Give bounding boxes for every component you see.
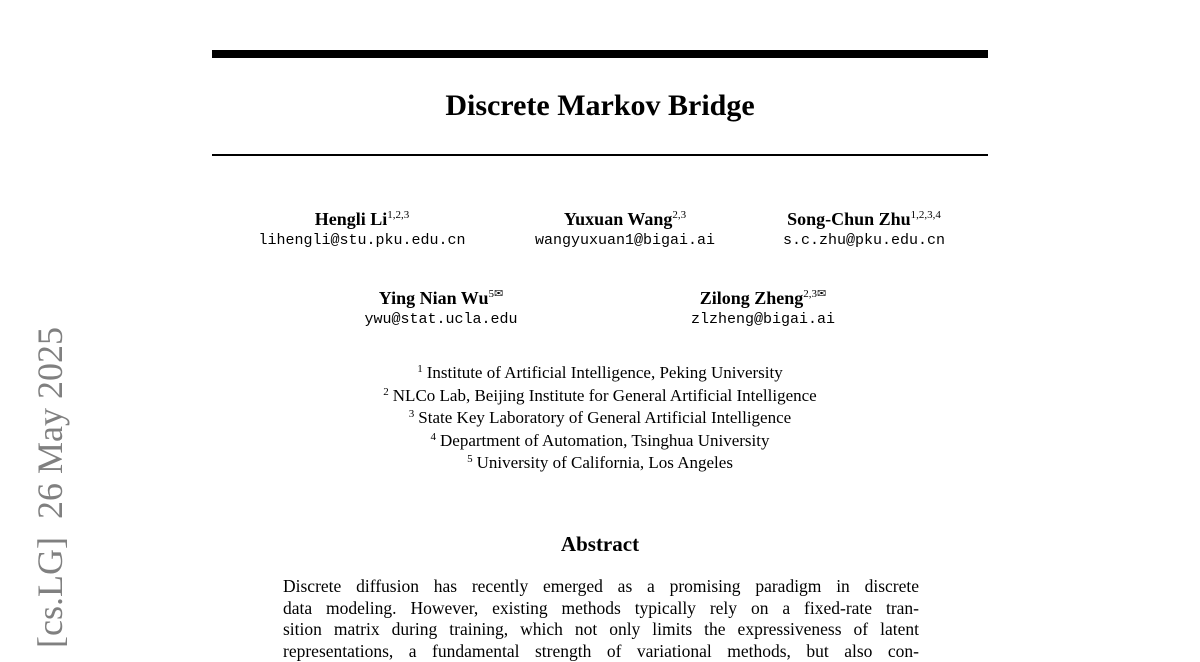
author-name: Song-Chun Zhu bbox=[787, 209, 911, 229]
abstract-body bbox=[283, 576, 919, 662]
abstract-heading: Abstract bbox=[560, 532, 640, 556]
affiliation-line bbox=[212, 452, 988, 475]
author-block bbox=[783, 208, 945, 252]
affiliation-line bbox=[212, 362, 988, 385]
affiliation-number: 4 bbox=[430, 430, 436, 443]
author-block bbox=[364, 287, 517, 331]
affiliation-text: University of California, Los Angeles bbox=[476, 453, 733, 473]
author-name-line bbox=[535, 208, 715, 230]
author-name: Hengli Li bbox=[314, 209, 388, 229]
affiliation-text: Department of Automation, Tsinghua University bbox=[440, 430, 770, 450]
affiliation-list bbox=[212, 362, 988, 475]
author-name: Yuxuan Wang bbox=[563, 209, 673, 229]
author-email: lihengli@stu.pku.edu.cn bbox=[258, 232, 466, 249]
author-affil-marker: 2,3✉ bbox=[803, 288, 827, 300]
author-block bbox=[691, 287, 835, 331]
affiliation-number: 3 bbox=[408, 408, 415, 421]
affiliation-number: 1 bbox=[417, 363, 423, 375]
affiliation-text: Institute of Artificial Intelligence, Peking University bbox=[426, 363, 783, 382]
affiliation-line bbox=[212, 407, 988, 430]
author-email: zlzheng@bigai.ai bbox=[690, 311, 836, 328]
paper-title: Discrete Markov Bridge bbox=[445, 89, 755, 122]
author-email: wangyuxuan1@bigai.ai bbox=[534, 232, 716, 249]
author-affil-marker: 1,2,3 bbox=[387, 209, 410, 221]
author-name-line bbox=[783, 208, 945, 230]
author-email: s.c.zhu@pku.edu.cn bbox=[782, 232, 946, 249]
affiliation-text: NLCo Lab, Beijing Institute for General Artificial Intelligence bbox=[392, 385, 817, 405]
affiliation-text: State Key Laboratory of General Artificial Intelligence bbox=[418, 408, 792, 428]
arxiv-side-stamp bbox=[30, 327, 70, 648]
affiliation-number: 2 bbox=[383, 385, 389, 398]
affiliation-line bbox=[212, 385, 988, 408]
arxiv-date: 26 May 2025 bbox=[30, 327, 70, 520]
author-block bbox=[258, 208, 465, 252]
author-affil-marker: 1,2,3,4 bbox=[910, 209, 941, 221]
author-name: Ying Nian Wu bbox=[378, 288, 489, 308]
author-name: Zilong Zheng bbox=[699, 288, 804, 308]
title-bottom-rule bbox=[212, 154, 988, 156]
author-name-line bbox=[691, 287, 835, 309]
author-email: ywu@stat.ucla.edu bbox=[364, 311, 518, 328]
abstract-line: data modeling. However, existing methods typically rely on a fixed-rate tran- bbox=[283, 597, 919, 618]
author-name-line bbox=[364, 287, 517, 309]
abstract-line: Discrete diffusion has recently emerged as a promising paradigm in discrete bbox=[283, 576, 919, 596]
arxiv-category: [cs.LG] bbox=[30, 537, 70, 648]
affiliation-number: 5 bbox=[467, 453, 473, 466]
affiliation-line bbox=[212, 430, 988, 453]
author-block bbox=[535, 208, 715, 252]
abstract-line: representations, a fundamental strength of variational methods, but also con- bbox=[283, 640, 919, 661]
author-affil-marker: 5✉ bbox=[488, 288, 504, 300]
author-name-line bbox=[258, 208, 465, 230]
abstract-line: sition matrix during training, which not only limits the expressiveness of latent bbox=[283, 619, 919, 640]
title-top-rule bbox=[212, 50, 988, 58]
author-affil-marker: 2,3 bbox=[672, 209, 687, 221]
